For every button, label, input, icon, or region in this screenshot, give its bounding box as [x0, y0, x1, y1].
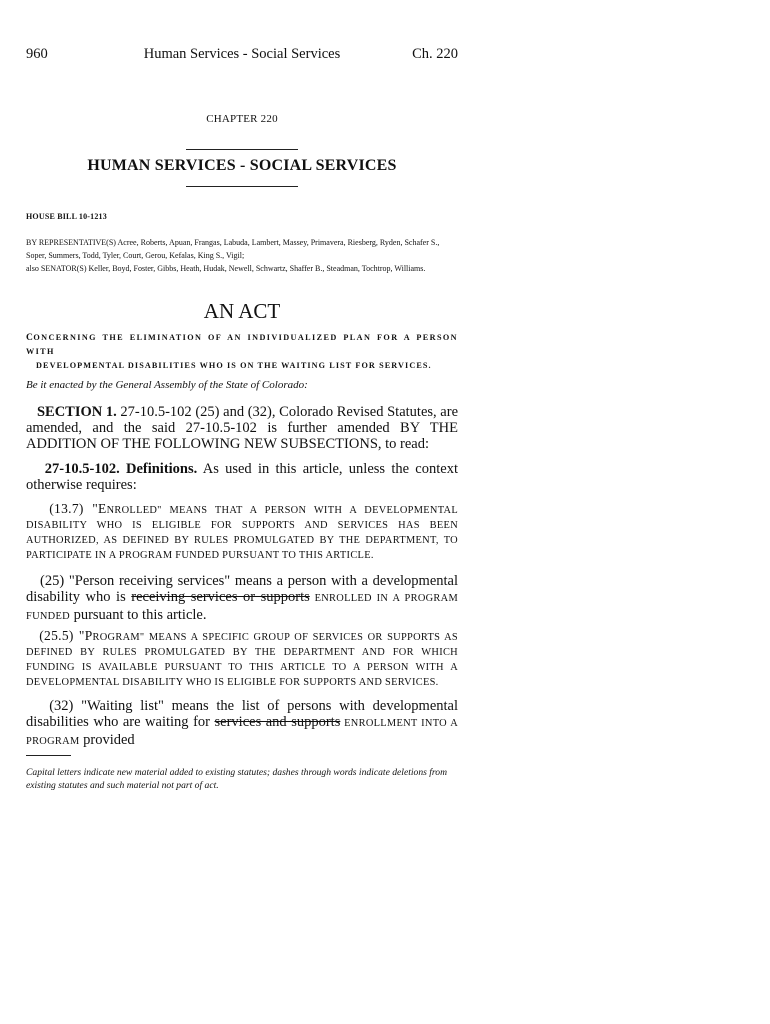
- section-1-paragraph: [26, 404, 458, 452]
- sponsors-line: BY REPRESENTATIVE(S) Acree, Roberts, Apuan, Frangas, Labuda, Lambert, Massey, Primavera, Riesberg, Ryden, Schafer S.,: [26, 238, 440, 247]
- chapter-label: CHAPTER 220: [206, 113, 278, 125]
- subsection-25-5-lead: (25.5) "P: [39, 628, 93, 643]
- subsection-32-tail: provided: [79, 732, 135, 748]
- subsection-25-tail: pursuant to this article.: [69, 607, 207, 623]
- subsection-13-7-lead: (13.7) "E: [49, 501, 107, 516]
- chapter-reference: Ch. 220: [412, 46, 458, 62]
- bill-number: HOUSE BILL 10-1213: [26, 212, 107, 221]
- concerning-lead-letter: C: [26, 333, 34, 343]
- title-rule-bottom: [186, 186, 298, 187]
- title-rule-top: [186, 149, 298, 150]
- subsection-13-7-text: NROLLED" MEANS THAT A PERSON WITH A DEVELOPMENTAL DISABILITY WHO IS ELIGIBLE FOR SUPPORTS AND SERVICES HAS BEEN AUTHORIZED, AS DEFINED BY RULES PROMULGATED BY THE DEPARTMENT, TO PARTICIPATE IN A PROGRAM FUNDED PURSUANT TO THIS ARTICLE.: [26, 505, 458, 561]
- inserted-text: ENROLLED IN A PROGRAM FUNDED: [26, 593, 458, 622]
- concerning-clause: [26, 331, 458, 373]
- subsection-32-text: (32) "Waiting list" means the list of persons with developmental disabilities who are waiting for: [26, 698, 458, 730]
- subsection-25-5: [26, 628, 458, 690]
- page-number: 960: [26, 46, 48, 62]
- running-title: Human Services - Social Services: [143, 46, 341, 62]
- subsection-25-5-text: ROGRAM" MEANS A SPECIFIC GROUP OF SERVICES OR SUPPORTS AS DEFINED BY RULES PROMULGATED BY THE DEPARTMENT AND FOR WHICH FUNDING IS AVAILABLE PURSUANT TO THIS ARTICLE TO A PERSON WITH A DEVELOPMENTAL DISABILITY WHO IS ELIGIBLE FOR SUPPORTS AND SERVICES.: [26, 632, 458, 688]
- section-text: 27-10.5-102 (25) and (32), Colorado Revised Statutes, are amended, and the said 27-10.5-102 is further amended BY THE ADDITION OF THE FOLLOWING NEW SUBSECTIONS, to read:: [26, 404, 459, 452]
- subsection-25: [26, 573, 458, 625]
- subsection-25-text: (25) "Person receiving services" means a person with a developmental disability who is: [26, 573, 458, 605]
- subsection-13-7: [26, 501, 458, 563]
- concerning-line: DEVELOPMENTAL DISABILITIES WHO IS ON THE WAITING LIST FOR SERVICES.: [36, 361, 432, 370]
- subsection-32: [26, 698, 458, 750]
- main-title: HUMAN SERVICES - SOCIAL SERVICES: [87, 157, 397, 174]
- sponsors-line: Soper, Summers, Todd, Tyler, Court, Gerou, Kefalas, King S., Vigil;: [26, 251, 245, 260]
- sponsors-line: also SENATOR(S) Keller, Boyd, Foster, Gibbs, Heath, Hudak, Newell, Schwartz, Shaffer B., Steadman, Tochtrop, Williams.: [26, 264, 426, 273]
- sponsors-block: [26, 236, 458, 275]
- definitions-text: As used in this article, unless the context otherwise requires:: [26, 461, 458, 493]
- deleted-text: receiving services or supports: [131, 589, 310, 605]
- deleted-text: services and supports: [214, 714, 341, 730]
- enacting-clause: Be it enacted by the General Assembly of the State of Colorado:: [26, 379, 308, 391]
- footnote: Capital letters indicate new material added to existing statutes; dashes through words indicate deletions from existing statutes and such material not part of act.: [26, 767, 448, 791]
- running-header: [26, 46, 458, 66]
- section-label: SECTION 1.: [36, 404, 117, 420]
- act-title: AN ACT: [203, 299, 281, 323]
- inserted-text: ENROLLMENT INTO A PROGRAM: [26, 718, 459, 747]
- definitions-label: 27-10.5-102. Definitions.: [44, 461, 198, 477]
- definitions-paragraph: [26, 461, 458, 493]
- footnote-rule: [26, 755, 71, 756]
- concerning-line: ONCERNING THE ELIMINATION OF AN INDIVIDUALIZED PLAN FOR A PERSON WITH: [26, 333, 458, 356]
